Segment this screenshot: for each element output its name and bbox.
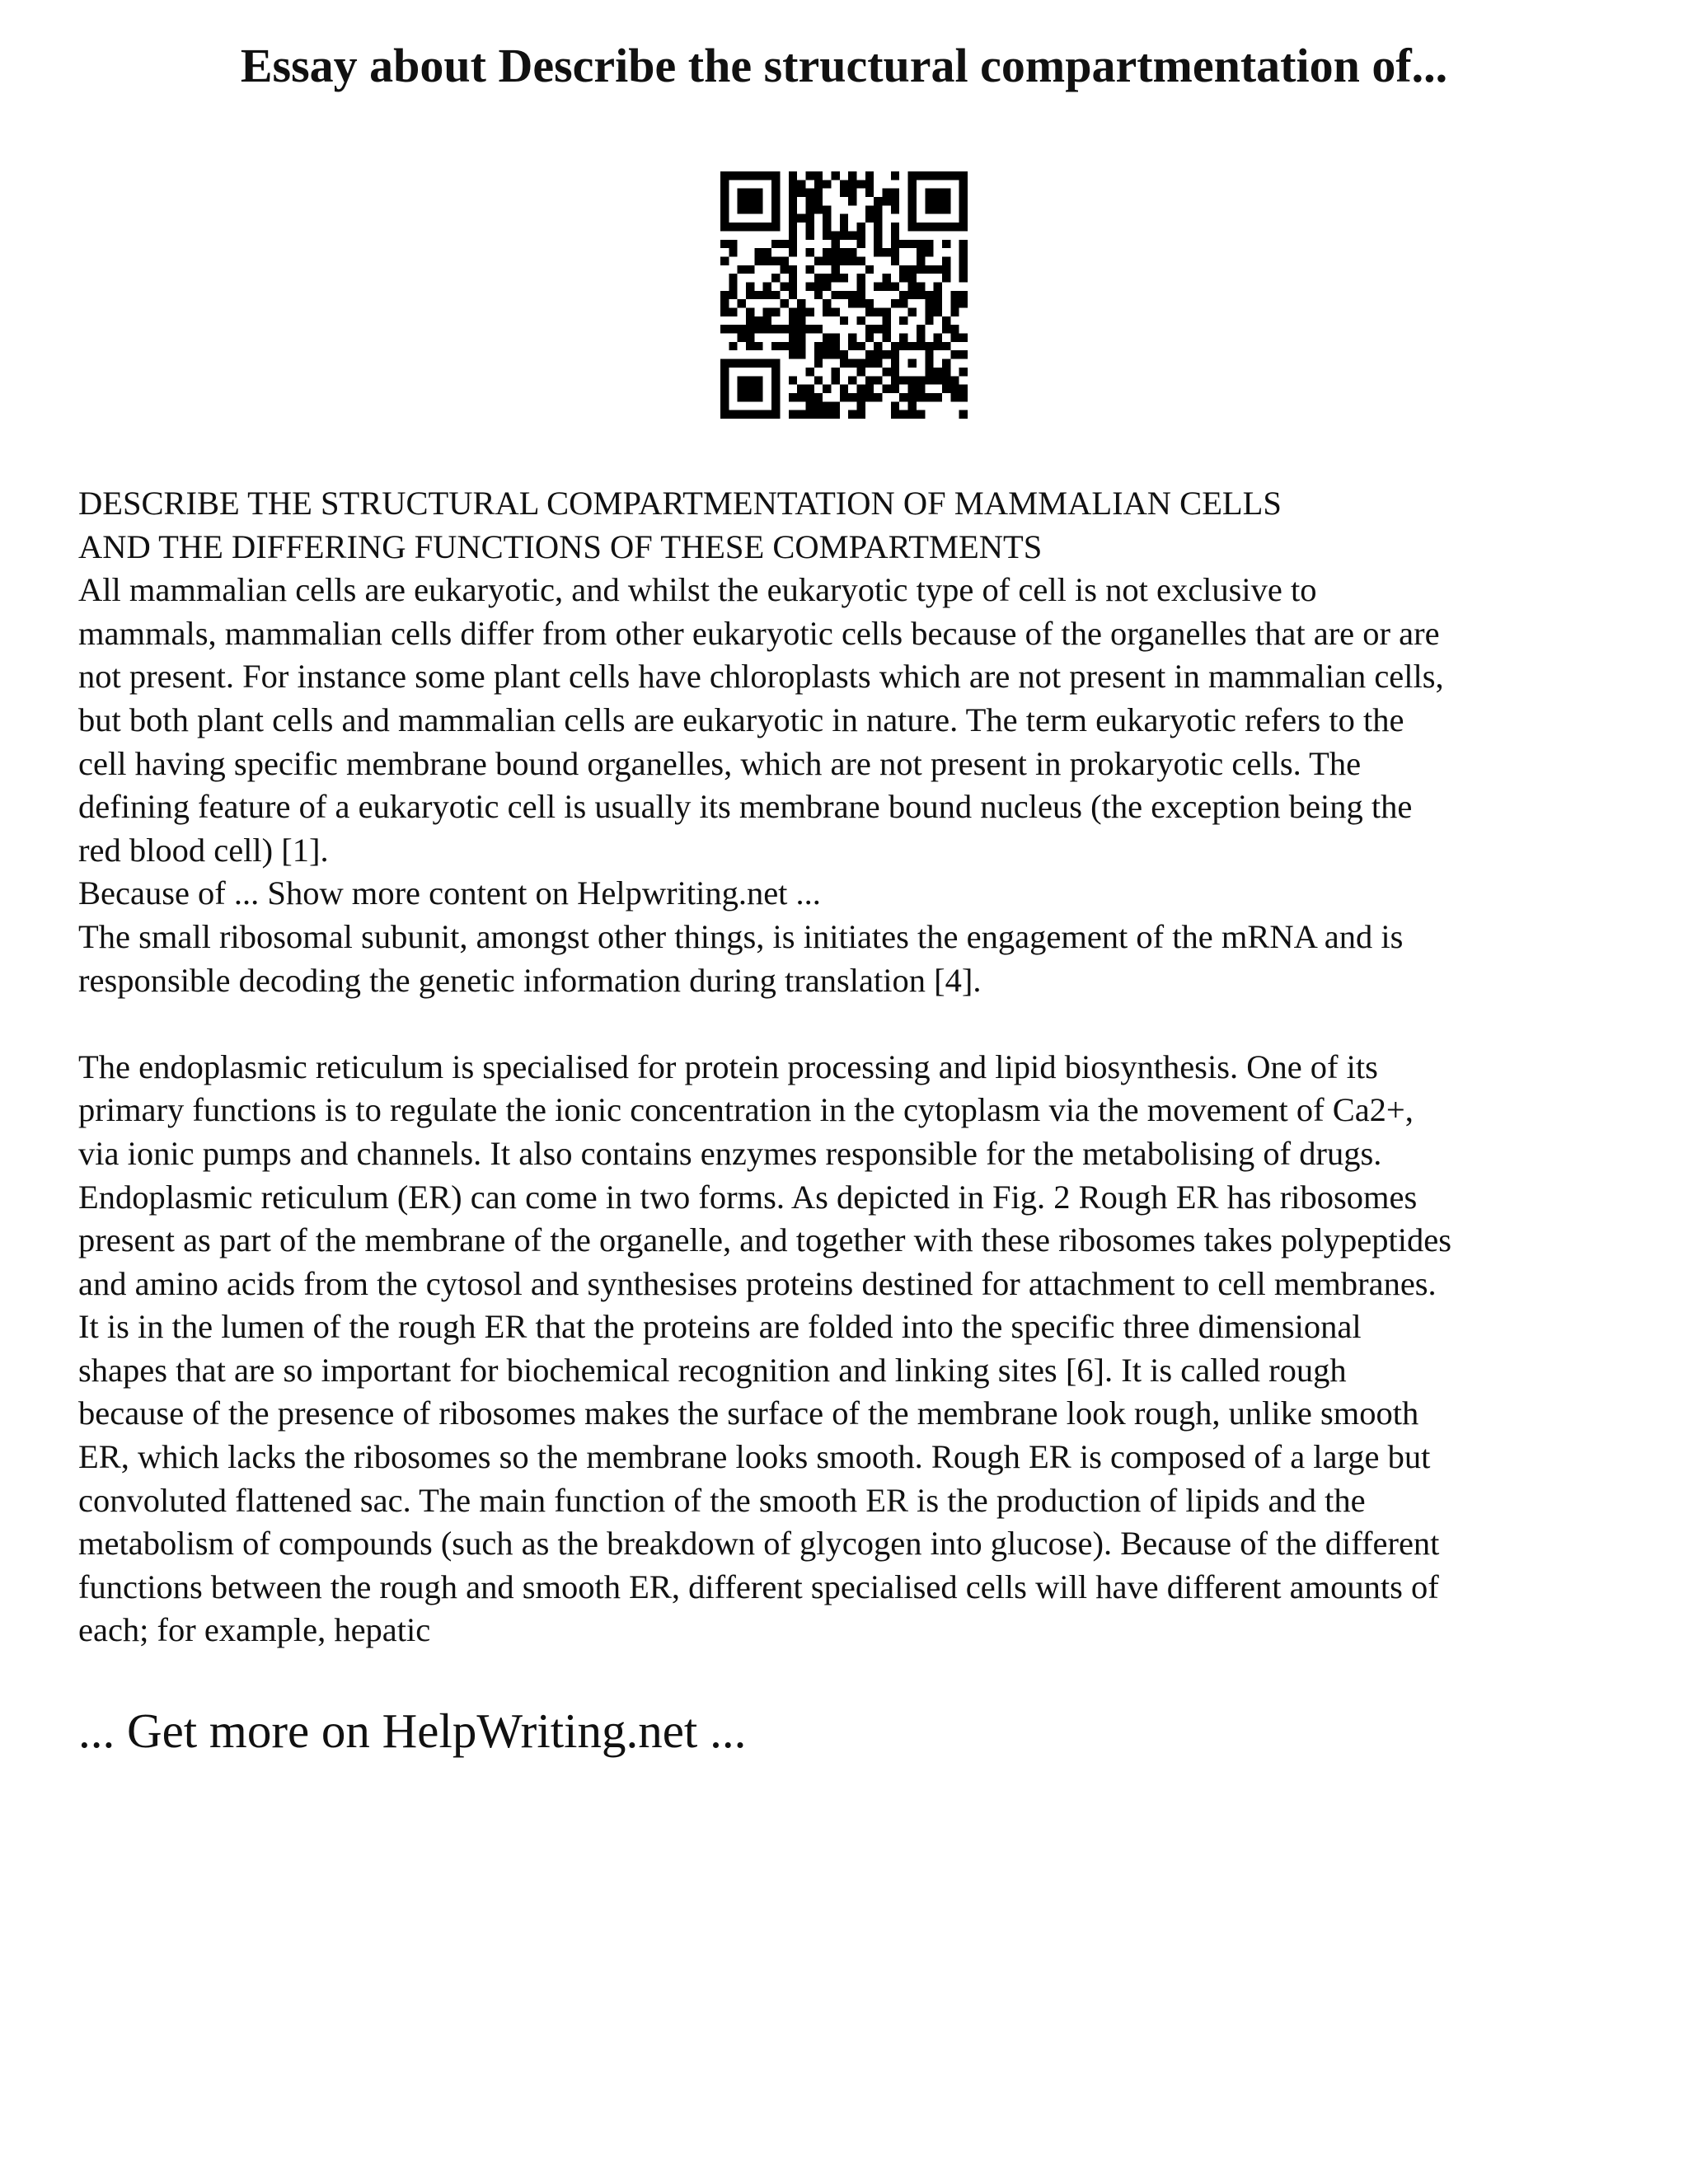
paragraph-line: cell having specific membrane bound organelles, which are not present in prokaryotic cells. The	[78, 744, 1362, 782]
paragraph-line: not present. For instance some plant cells have chloroplasts which are not present in mammalian cells,	[78, 658, 1444, 696]
paragraph-line: but both plant cells and mammalian cells are eukaryotic in nature. The term eukaryotic refers to the	[78, 701, 1404, 738]
essay-heading-line: DESCRIBE THE STRUCTURAL COMPARTMENTATION OF MAMMALIAN CELLS	[78, 485, 1282, 522]
paragraph-line: shapes that are so important for biochemical recognition and linking sites [6]. It is called rough	[78, 1351, 1347, 1389]
essay-heading-line: AND THE DIFFERING FUNCTIONS OF THESE COMPARTMENTS	[78, 527, 1043, 565]
paragraph-line: each; for example, hepatic	[78, 1611, 431, 1649]
paragraph-line: functions between the rough and smooth ER, different specialised cells will have different amounts of	[78, 1568, 1439, 1605]
paragraph-line: It is in the lumen of the rough ER that the proteins are folded into the specific three dimensional	[78, 1308, 1362, 1346]
get-more-link[interactable]: ... Get more on HelpWriting.net ...	[78, 1704, 747, 1758]
paragraph-line: All mammalian cells are eukaryotic, and whilst the eukaryotic type of cell is not exclusive to	[78, 571, 1317, 609]
paragraph-line: mammals, mammalian cells differ from other eukaryotic cells because of the organelles that are or are	[78, 614, 1440, 652]
qr-code-icon	[720, 171, 968, 419]
paragraph-line: via ionic pumps and channels. It also contains enzymes responsible for the metabolising of drugs.	[78, 1134, 1382, 1172]
paragraph-line: The small ribosomal subunit, amongst other things, is initiates the engagement of the mRNA and is	[78, 917, 1404, 955]
paragraph-gap	[78, 1002, 1636, 1046]
paragraph-line: Endoplasmic reticulum (ER) can come in two forms. As depicted in Fig. 2 Rough ER has ribosomes	[78, 1178, 1418, 1216]
show-more-line: Because of ... Show more content on Helpwriting.net ...	[78, 874, 821, 912]
page-title: Essay about Describe the structural compartmentation of...	[240, 39, 1448, 92]
paragraph-line: because of the presence of ribosomes makes the surface of the membrane look rough, unlike smooth	[78, 1394, 1419, 1432]
essay-body	[78, 482, 1636, 1652]
paragraph-line: and amino acids from the cytosol and synthesises proteins destined for attachment to cell membranes.	[78, 1264, 1437, 1302]
paragraph-line: primary functions is to regulate the ionic concentration in the cytoplasm via the movement of Ca2+,	[78, 1091, 1414, 1129]
paragraph-line: present as part of the membrane of the organelle, and together with these ribosomes takes polypeptides	[78, 1221, 1451, 1259]
paragraph-line: ER, which lacks the ribosomes so the membrane looks smooth. Rough ER is composed of a large but	[78, 1438, 1431, 1476]
paragraph-line: red blood cell) [1].	[78, 831, 329, 869]
paragraph-line: defining feature of a eukaryotic cell is usually its membrane bound nucleus (the exception being the	[78, 788, 1413, 826]
paragraph-line: convoluted flattened sac. The main function of the smooth ER is the production of lipids and the	[78, 1481, 1366, 1519]
paragraph-line: responsible decoding the genetic information during translation [4].	[78, 961, 982, 999]
paragraph-line: metabolism of compounds (such as the breakdown of glycogen into glucose). Because of the different	[78, 1525, 1440, 1563]
paragraph-line: The endoplasmic reticulum is specialised for protein processing and lipid biosynthesis. One of its	[78, 1047, 1378, 1085]
